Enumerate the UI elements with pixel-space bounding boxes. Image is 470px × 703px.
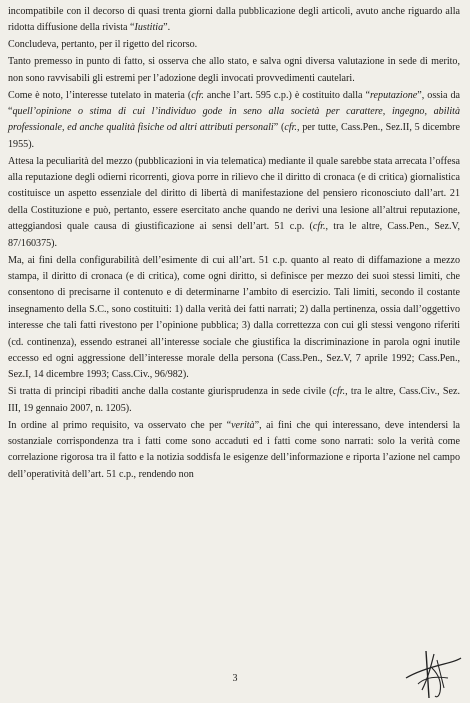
italic-text: reputazione (370, 89, 418, 101)
paragraph (8, 88, 460, 154)
paragraph (8, 418, 460, 484)
paragraph (8, 154, 460, 252)
text-run: ” ( (273, 122, 285, 134)
page-number: 3 (232, 673, 238, 684)
text-run: ”, ossia da “ (8, 89, 461, 117)
text-run: incompatibile con il decorso di quasi trenta giorni dalla pubblicazione degli articoli, avuto anche riguardo alla ridotta diffusione della rivista “ (8, 6, 460, 34)
italic-text: verità (231, 419, 255, 431)
paragraph (8, 37, 460, 53)
text-run: Si tratta di principi ribaditi anche dalla costante giurisprudenza in sede civile ( (8, 386, 333, 398)
text-run: Come è noto, l’interesse tutelato in materia ( (8, 89, 192, 101)
text-run: , per tutte, Cass.Pen., Sez.II, 5 dicembre 1955). (8, 122, 460, 150)
text-run: , tra le altre, Cass.Pen., Sez.V, 87/160375). (8, 221, 460, 249)
signature-mark (404, 648, 462, 700)
body-text (8, 4, 460, 483)
text-run: Attesa la peculiarità del mezzo (pubblicazioni in via telematica) mediante il quale sarebbe stata arrecata l’offesa alla reputazione degli odierni ricorrenti, giova porre in rilievo che il diritto di cronaca (e di critica) giornalistica costituisce un aspetto essenziale del diritto di libertà di manifestazione del pensiero riconosciuto dall’art. 21 della Costituzione e può, pertanto, essere esercitato anche quando ne derivi una lesione all’altrui reputazione, atteggiandosi quale causa di giustificazione ai sensi dell’art. 51 c.p. ( (8, 155, 460, 233)
text-run: anche l’art. 595 c.p.) è costituito dalla “ (203, 89, 370, 101)
italic-text: Iustitia (134, 22, 164, 34)
text-run: , tra le altre, Cass.Civ., Sez. III, 19 gennaio 2007, n. 1205). (8, 386, 460, 414)
paragraph (8, 4, 460, 37)
italic-text: cfr. (191, 89, 204, 101)
italic-text: quell’opinione o stima di cui l’individuo gode in seno alla società per carattere, ingegno, abilità professionale, ed anche qualità fisiche od altri attributi personali (8, 105, 460, 134)
paragraph (8, 54, 460, 87)
text-run: ”, ai fini che qui interessano, deve intendersi la sostanziale corrispondenza tra i fatti come sono accaduti ed i fatti come sono narrati: solo la verità come correlazione rigorosa tra il fatto e la notizia soddisfa le esigenze dell’informazione e riporta l’azione nel campo dell’operatività dell’art. 51 c.p., rendendo non (8, 419, 460, 480)
text-run: Tanto premesso in punto di fatto, si osserva che allo stato, e salva ogni diversa valutazione in sede di merito, non sono ravvisabili gli estremi per l’adozione degli invocati provvedimenti cautelari. (8, 56, 460, 84)
text-run: Concludeva, pertanto, per il rigetto del ricorso. (8, 39, 198, 51)
italic-text: cfr. (312, 221, 326, 233)
italic-text: cfr. (284, 122, 297, 134)
text-run: ”. (163, 22, 171, 34)
text-run: Ma, ai fini della configurabilità dell’esimente di cui all’art. 51 c.p. quanto al reato di diffamazione a mezzo stampa, il diritto di cronaca (e di critica), come ogni diritto, si definisce per mezzo dei suoi stessi limiti, che consentono di precisarne il contenuto e di determinarne l’ambito di esercizio. Tali limiti, secondo il costante insegnamento della S.C., sono costituiti: 1) dalla verità dei fatti narrati; 2) dalla pertinenza, ossia dall’oggettivo interesse che tali fatti rivestono per l’opinione pubblica; 3) dalla correttezza con cui gli stessi vengono riferiti (cd. continenza), essendo estranei all’interesse sociale che giustifica la discriminazione in parola ogni inutile eccesso ed ogni aggressione dell’interesse morale della persona (Cass.Pen., Sez.V, 7 aprile 1992; Cass.Pen., Sez.I, 14 dicembre 1993; Cass.Civ., 96/982). (8, 254, 460, 381)
paragraph (8, 384, 460, 417)
text-run: In ordine al primo requisito, va osservato che per “ (8, 419, 232, 431)
paragraph (8, 253, 460, 384)
italic-text: cfr. (332, 386, 346, 398)
